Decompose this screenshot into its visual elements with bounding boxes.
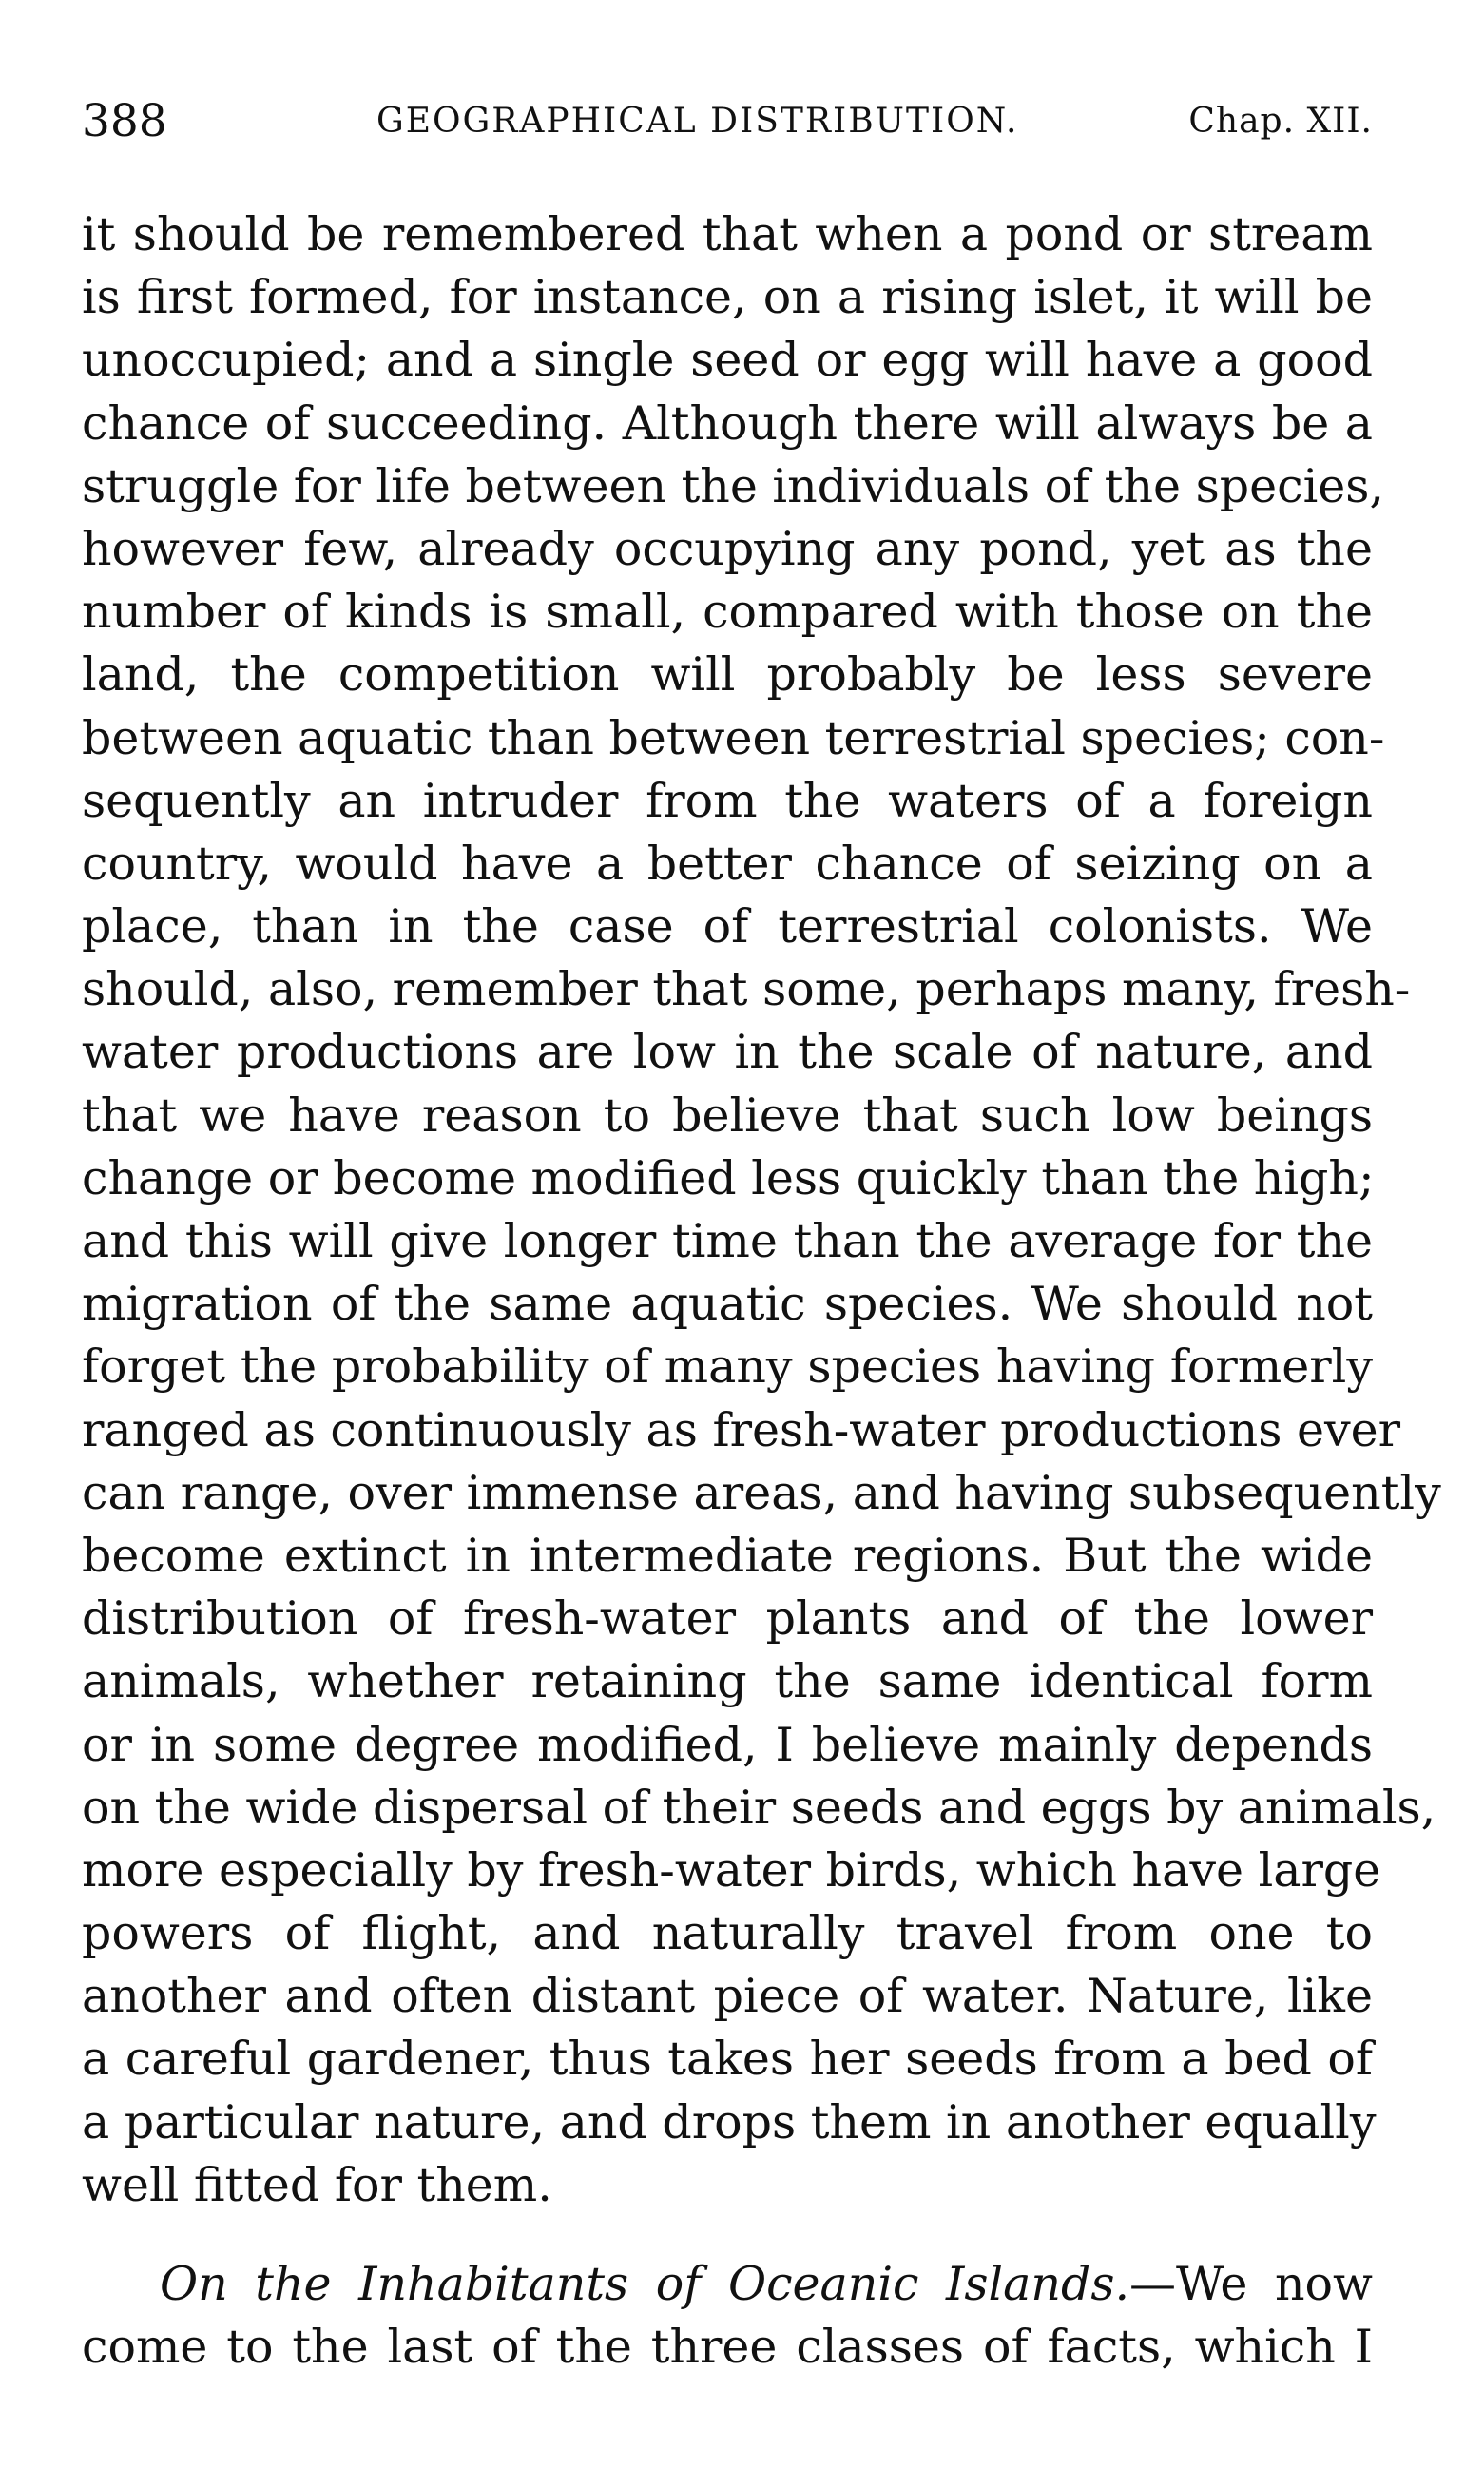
text-line: land, the competition will probably be less severe xyxy=(82,647,1373,703)
text-line: forget the probability of many species having formerly xyxy=(82,1340,1373,1395)
text-line: distribution of fresh-water plants and of the lower xyxy=(82,1591,1373,1647)
text-line: or in some degree modified, I believe mainly depends xyxy=(82,1717,1373,1772)
text-line: unoccupied; and a single seed or egg will have a good xyxy=(82,333,1373,388)
text-line: more especially by fresh-water birds, which have large xyxy=(82,1842,1381,1898)
text-line: another and often distant piece of water. Nature, like xyxy=(82,1969,1373,2024)
text-line: come to the last of the three classes of facts, which I xyxy=(82,2320,1373,2374)
text-line: number of kinds is small, compared with those on the xyxy=(82,585,1373,640)
page-number: 388 xyxy=(82,95,167,147)
text-line: change or become modified less quickly than the high; xyxy=(82,1150,1375,1205)
chapter-label: Chap. XII. xyxy=(1188,102,1373,141)
section-heading-line xyxy=(82,2253,1373,2316)
heading-continuation: —We now xyxy=(1129,2257,1373,2311)
text-line: ranged as continuously as fresh-water productions ever xyxy=(82,1402,1401,1457)
running-head xyxy=(82,93,1373,150)
text-line: become extinct in intermediate regions. But the wide xyxy=(82,1528,1373,1583)
text-line: on the wide dispersal of their seeds and eggs by animals, xyxy=(82,1780,1436,1835)
text-line: is first formed, for instance, on a rising islet, it will be xyxy=(82,270,1373,325)
text-line: powers of flight, and naturally travel from one to xyxy=(82,1906,1373,1961)
text-line: between aquatic than between terrestrial species; con- xyxy=(82,710,1385,765)
text-line: it should be remembered that when a pond or stream xyxy=(82,207,1373,261)
text-line: place, than in the case of terrestrial colonists. We xyxy=(82,899,1373,954)
text-line: chance of succeeding. Although there will always be a xyxy=(82,395,1373,451)
body-paragraph xyxy=(82,203,1441,2217)
text-line: country, would have a better chance of seizing on a xyxy=(82,836,1373,891)
text-line-final: well fitted for them. xyxy=(82,2157,552,2212)
text-line: water productions are low in the scale of nature, and xyxy=(82,1025,1373,1080)
text-line: should, also, remember that some, perhaps many, fresh- xyxy=(82,962,1411,1017)
text-line: sequently an intruder from the waters of a foreign xyxy=(82,773,1373,828)
text-line: can range, over immense areas, and having subsequently xyxy=(82,1465,1441,1520)
text-line: and this will give longer time than the average for the xyxy=(82,1214,1373,1268)
text-line: migration of the same aquatic species. We should not xyxy=(82,1277,1373,1332)
section-heading: On the Inhabitants of Oceanic Islands. xyxy=(160,2257,1130,2311)
text-line: however few, already occupying any pond, yet as the xyxy=(82,521,1373,576)
text-line: a careful gardener, thus takes her seeds from a bed of xyxy=(82,2032,1373,2087)
running-title: GEOGRAPHICAL DISTRIBUTION. xyxy=(376,102,1019,141)
text-line: that we have reason to believe that such low beings xyxy=(82,1088,1373,1143)
section-start xyxy=(82,2253,1373,2379)
text-line: animals, whether retaining the same identical form xyxy=(82,1654,1373,1709)
text-line: struggle for life between the individuals of the species, xyxy=(82,458,1384,513)
text-line: a particular nature, and drops them in another equally xyxy=(82,2094,1377,2149)
